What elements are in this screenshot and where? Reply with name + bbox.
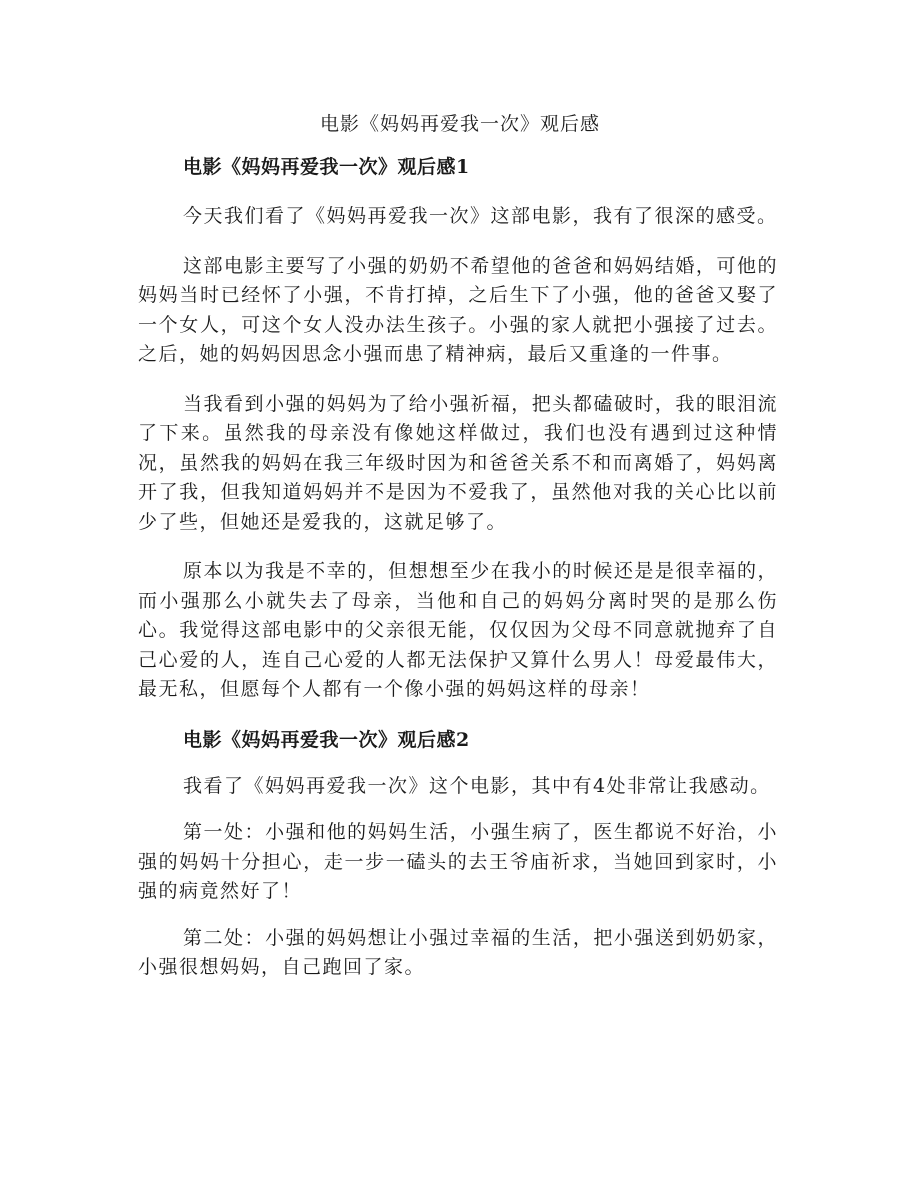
paragraph: 原本以为我是不幸的，但想想至少在我小的时候还是是很幸福的，而小强那么小就失去了母亲，当他和自己的妈妈分离时哭的是那么伤心。我觉得这部电影中的父亲很无能，仅仅因为父母不同意就抛弃了自己心爱的人，连自己心爱的人都无法保护又算什么男人！母爱最伟大，最无私，但愿每个人都有一个像小强的妈妈这样的母亲！ (138, 560, 778, 700)
paragraph: 这部电影主要写了小强的奶奶不希望他的爸爸和妈妈结婚，可他的妈妈当时已经怀了小强，不肯打掉，之后生下了小强，他的爸爸又娶了一个女人，可这个女人没办法生孩子。小强的家人就把小强接了过去。之后，她的妈妈因思念小强而患了精神病，最后又重逢的一件事。 (138, 254, 778, 365)
document-body (138, 152, 778, 983)
paragraph: 第二处：小强的妈妈想让小强过幸福的生活，把小强送到奶奶家，小强很想妈妈，自己跑回了家。 (138, 926, 778, 978)
section-heading-1: 电影《妈妈再爱我一次》观后感1 (183, 156, 470, 178)
paragraph: 当我看到小强的妈妈为了给小强祈福，把头都磕破时，我的眼泪流了下来。虽然我的母亲没有像她这样做过，我们也没有遇到过这种情况，虽然我的妈妈在我三年级时因为和爸爸关系不和而离婚了，妈妈离开了我，但我知道妈妈并不是因为不爱我了，虽然他对我的关心比以前少了些，但她还是爱我的，这就足够了。 (138, 392, 778, 533)
section-heading-2: 电影《妈妈再爱我一次》观后感2 (183, 728, 470, 751)
paragraph: 今天我们看了《妈妈再爱我一次》这部电影，我有了很深的感受。 (183, 205, 778, 227)
paragraph: 我看了《妈妈再爱我一次》这个电影，其中有4处非常让我感动。 (183, 774, 771, 797)
document-title: 电影《妈妈再爱我一次》观后感 (319, 113, 600, 135)
paragraph: 第一处：小强和他的妈妈生活，小强生病了，医生都说不好治，小强的妈妈十分担心，走一步一磕头的去王爷庙祈求，当她回到家时，小强的病竟然好了！ (138, 821, 778, 902)
